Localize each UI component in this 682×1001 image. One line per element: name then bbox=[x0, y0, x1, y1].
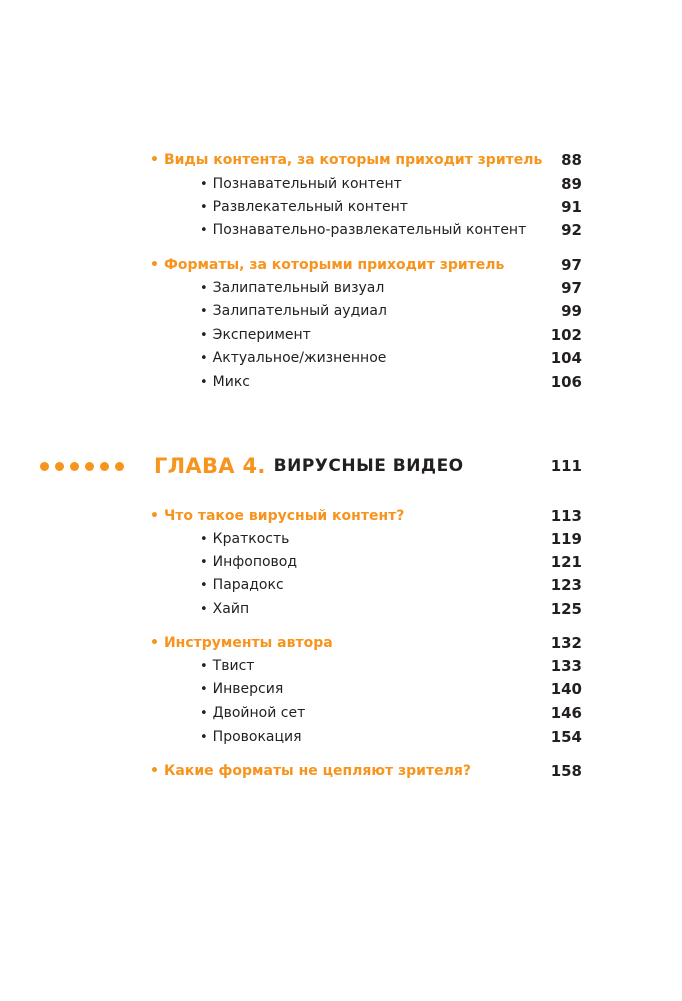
chapter-title: ВИРУСНЫЕ ВИДЕО bbox=[273, 456, 464, 476]
item-title: Хайп bbox=[212, 601, 250, 617]
bullet-icon: • bbox=[200, 554, 208, 570]
toc-item[interactable] bbox=[200, 196, 582, 218]
bullet-icon: • bbox=[200, 658, 208, 674]
bullet-icon: • bbox=[150, 257, 159, 273]
page-number: 140 bbox=[550, 680, 582, 698]
bullet-icon: • bbox=[200, 681, 208, 697]
bullet-icon: • bbox=[150, 763, 159, 779]
toc-item[interactable] bbox=[200, 347, 582, 369]
item-title: Залипательный аудиал bbox=[212, 303, 387, 319]
item-title: Познавательно-развлекательный контент bbox=[212, 222, 527, 238]
section-title: Виды контента, за которым приходит зритель bbox=[163, 152, 543, 168]
dot-icon bbox=[40, 462, 49, 471]
toc-item[interactable] bbox=[200, 678, 582, 700]
bullet-icon: • bbox=[200, 729, 208, 745]
bullet-icon: • bbox=[200, 280, 208, 296]
page-number: 88 bbox=[561, 151, 582, 169]
toc-item[interactable] bbox=[200, 551, 582, 573]
toc-item[interactable] bbox=[200, 528, 582, 550]
item-title: Краткость bbox=[212, 531, 290, 547]
page-number: 111 bbox=[550, 457, 582, 475]
bullet-icon: • bbox=[200, 327, 208, 343]
toc-item[interactable] bbox=[200, 324, 582, 346]
section-title: Форматы, за которыми приходит зритель bbox=[163, 257, 505, 273]
bullet-icon: • bbox=[150, 508, 159, 524]
toc-item[interactable] bbox=[200, 655, 582, 677]
section-title: Какие форматы не цепляют зрителя? bbox=[163, 763, 471, 779]
page-number: 133 bbox=[550, 657, 582, 675]
toc-item[interactable] bbox=[200, 300, 582, 322]
item-title: Твист bbox=[212, 658, 255, 674]
page-number: 154 bbox=[550, 728, 582, 746]
page-number: 92 bbox=[561, 221, 582, 239]
chapter-dots bbox=[40, 462, 124, 471]
bullet-icon: • bbox=[150, 635, 159, 651]
chapter-label: ГЛАВА 4. bbox=[154, 454, 266, 478]
toc-item[interactable] bbox=[200, 277, 582, 299]
toc-section-content-types[interactable] bbox=[150, 149, 582, 171]
toc-item[interactable] bbox=[200, 574, 582, 596]
page-number: 97 bbox=[561, 256, 582, 274]
item-title: Микс bbox=[212, 374, 251, 390]
item-title: Актуальное/жизненное bbox=[212, 350, 387, 366]
bullet-icon: • bbox=[200, 176, 208, 192]
item-title: Инфоповод bbox=[212, 554, 298, 570]
bullet-icon: • bbox=[200, 303, 208, 319]
toc-item[interactable] bbox=[200, 702, 582, 724]
toc-item[interactable] bbox=[200, 173, 582, 195]
item-title: Двойной сет bbox=[212, 705, 306, 721]
bullet-icon: • bbox=[200, 601, 208, 617]
item-title: Познавательный контент bbox=[212, 176, 402, 192]
toc-item[interactable] bbox=[200, 371, 582, 393]
bullet-icon: • bbox=[200, 199, 208, 215]
page-number: 125 bbox=[550, 600, 582, 618]
item-title: Развлекательный контент bbox=[212, 199, 408, 215]
page-number: 146 bbox=[550, 704, 582, 722]
section-title: Инструменты автора bbox=[163, 635, 333, 651]
page-number: 123 bbox=[550, 576, 582, 594]
page-number: 97 bbox=[561, 279, 582, 297]
section-title: Что такое вирусный контент? bbox=[163, 508, 405, 524]
page-number: 104 bbox=[550, 349, 582, 367]
dot-icon bbox=[70, 462, 79, 471]
item-title: Инверсия bbox=[212, 681, 284, 697]
page-number: 99 bbox=[561, 302, 582, 320]
item-title: Провокация bbox=[212, 729, 302, 745]
toc-section-bad-formats[interactable] bbox=[150, 760, 582, 782]
toc-section-viral-content[interactable] bbox=[150, 505, 582, 527]
chapter-heading[interactable] bbox=[40, 452, 582, 480]
page-number: 119 bbox=[550, 530, 582, 548]
item-title: Парадокс bbox=[212, 577, 284, 593]
item-title: Залипательный визуал bbox=[212, 280, 385, 296]
toc-item[interactable] bbox=[200, 726, 582, 748]
page-number: 158 bbox=[550, 762, 582, 780]
bullet-icon: • bbox=[200, 350, 208, 366]
page-number: 91 bbox=[561, 198, 582, 216]
bullet-icon: • bbox=[200, 374, 208, 390]
page-number: 113 bbox=[550, 507, 582, 525]
dot-icon bbox=[55, 462, 64, 471]
toc-item[interactable] bbox=[200, 219, 582, 241]
bullet-icon: • bbox=[150, 152, 159, 168]
item-title: Эксперимент bbox=[212, 327, 311, 343]
dot-icon bbox=[115, 462, 124, 471]
dot-icon bbox=[100, 462, 109, 471]
page-number: 121 bbox=[550, 553, 582, 571]
bullet-icon: • bbox=[200, 705, 208, 721]
dot-icon bbox=[85, 462, 94, 471]
page-number: 102 bbox=[550, 326, 582, 344]
page-number: 106 bbox=[550, 373, 582, 391]
page-number: 89 bbox=[561, 175, 582, 193]
toc-section-author-tools[interactable] bbox=[150, 632, 582, 654]
bullet-icon: • bbox=[200, 531, 208, 547]
bullet-icon: • bbox=[200, 577, 208, 593]
page-number: 132 bbox=[550, 634, 582, 652]
toc-item[interactable] bbox=[200, 598, 582, 620]
toc-section-formats[interactable] bbox=[150, 254, 582, 276]
bullet-icon: • bbox=[200, 222, 208, 238]
